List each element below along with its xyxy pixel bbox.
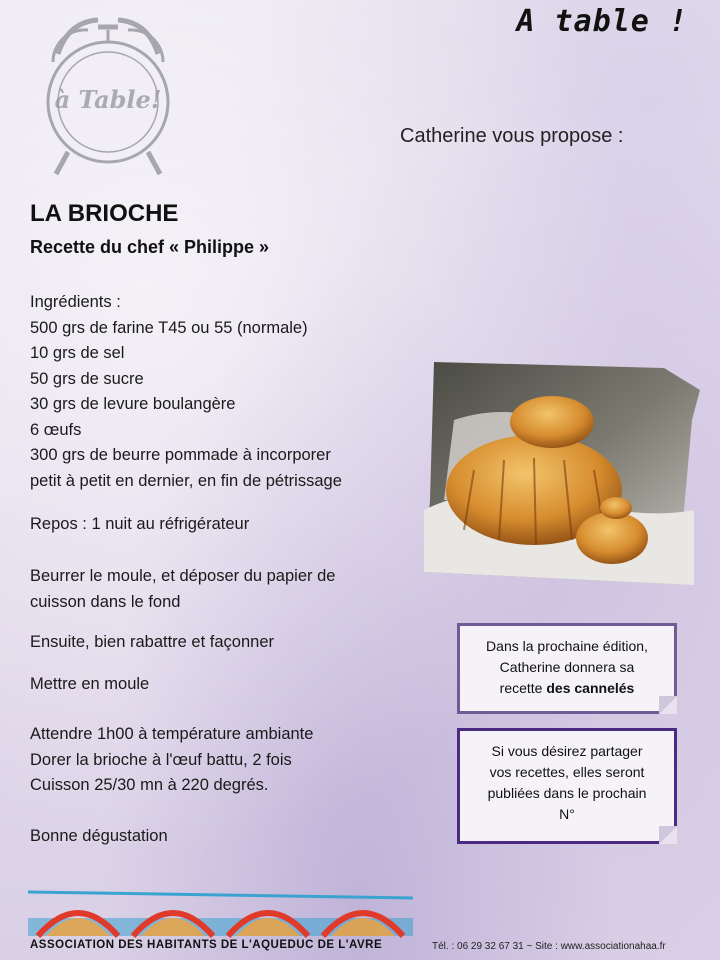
shape-step: Ensuite, bien rabattre et façonner — [30, 633, 274, 651]
brioche-photo — [424, 360, 700, 585]
mold-step-2: Mettre en moule — [30, 675, 150, 693]
ingredients-heading: Ingrédients : — [30, 293, 121, 311]
contact-info: Tél. : 06 29 32 67 31 ~ Site : www.associationahaa.fr — [432, 941, 666, 952]
closing-text: Bonne dégustation — [30, 827, 168, 845]
alarm-clock-icon — [28, 2, 188, 186]
ingredient-item: petit à petit en dernier, en fin de pétrissage — [30, 471, 342, 490]
next-edition-note: Dans la prochaine édition, Catherine donnera sa recette des cannelés — [457, 623, 677, 714]
intro-text: Catherine vous propose : — [400, 125, 624, 147]
baking-steps: Attendre 1h00 à température ambiante Dorer la brioche à l'œuf battu, 2 fois Cuisson 25/30 mn à 220 degrés. — [30, 725, 314, 794]
association-logo-icon — [28, 890, 413, 938]
ingredient-item: 10 grs de sel — [30, 344, 125, 362]
ingredient-item: 50 grs de sucre — [30, 369, 144, 388]
ingredient-item: 30 grs de levure boulangère — [30, 395, 236, 413]
association-name: ASSOCIATION DES HABITANTS DE L'AQUEDUC DE L'AVRE — [30, 939, 383, 951]
recipe-subtitle: Recette du chef « Philippe » — [30, 237, 270, 257]
page-title: A table ! — [516, 4, 688, 39]
ingredient-item: 6 œufs — [30, 420, 82, 439]
logo-text: à Table! — [54, 85, 162, 114]
mold-step: Beurrer le moule, et déposer du papier de cuisson dans le fond — [30, 567, 336, 611]
ingredient-item: 300 grs de beurre pommade à incorporer — [30, 446, 331, 464]
share-recipes-note: Si vous désirez partager vos recettes, elles seront publiées dans le prochain N° — [457, 728, 677, 844]
rest-step: Repos : 1 nuit au réfrigérateur — [30, 515, 250, 533]
ingredients-list — [30, 290, 342, 494]
ingredient-item: 500 grs de farine T45 ou 55 (normale) — [30, 318, 308, 337]
recipe-title: LA BRIOCHE — [30, 200, 179, 227]
